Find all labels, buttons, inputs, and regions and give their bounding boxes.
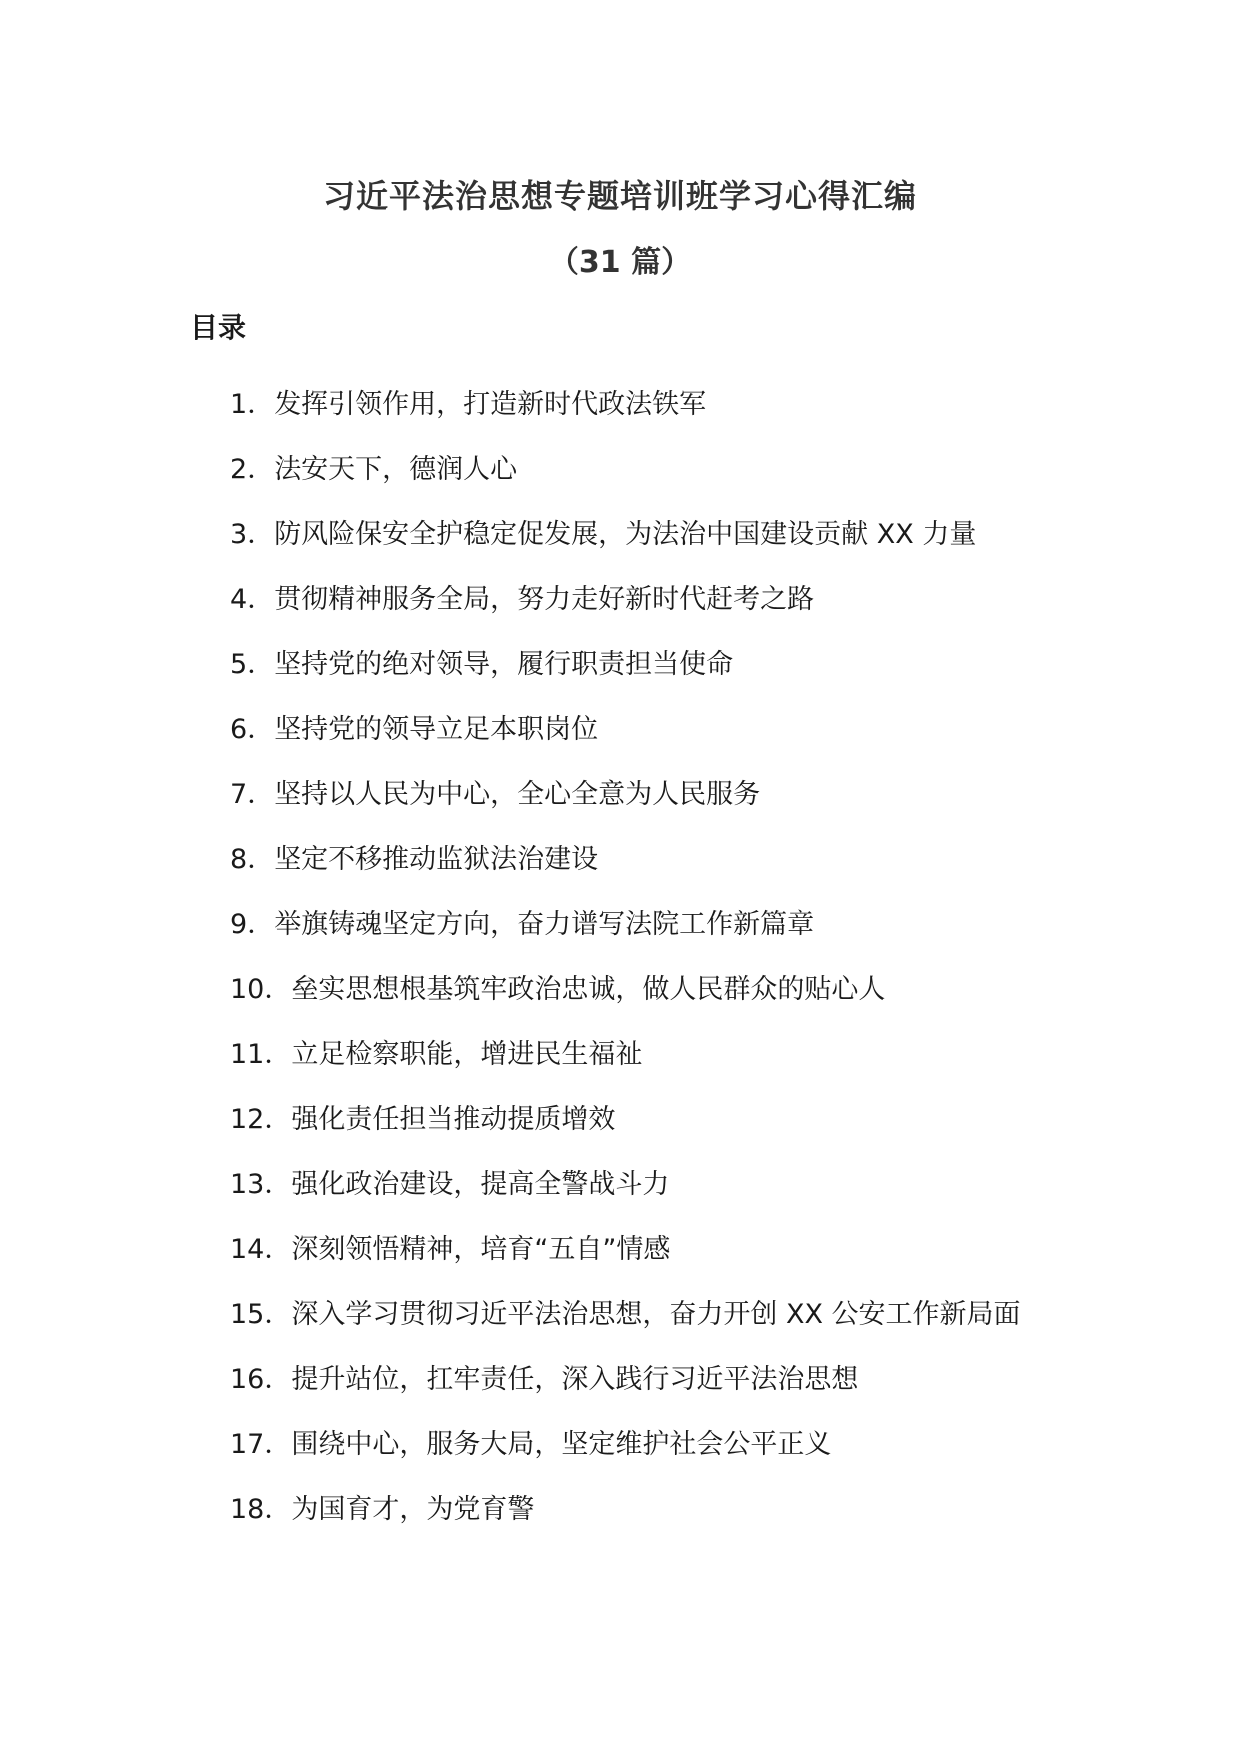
toc-item-number: 4: [230, 584, 248, 615]
toc-item-separator: ．: [247, 649, 275, 680]
toc-item: [190, 762, 1070, 827]
toc-item: [190, 892, 1070, 957]
toc-item-separator: ．: [264, 1494, 292, 1525]
toc-item-separator: ．: [264, 1299, 292, 1330]
toc-item: [190, 372, 1070, 437]
toc-item-separator: ．: [247, 714, 275, 745]
toc-item-separator: ．: [264, 1104, 292, 1135]
toc-item-number: 7: [230, 779, 248, 810]
toc-item: [190, 437, 1070, 502]
toc-item: [190, 957, 1070, 1022]
toc-item-separator: ．: [247, 454, 275, 485]
toc-item: [190, 827, 1070, 892]
toc-item-title: 垒实思想根基筑牢政治忠诚，做人民群众的贴心人: [291, 974, 886, 1005]
toc-item-number: 9: [230, 909, 248, 940]
toc-item: [190, 1282, 1070, 1347]
toc-item-title: 坚持以人民为中心，全心全意为人民服务: [274, 779, 761, 810]
toc-item-number: 16: [230, 1364, 265, 1395]
toc-item-number: 10: [230, 974, 265, 1005]
toc-item: [190, 567, 1070, 632]
toc-item-number: 15: [230, 1299, 265, 1330]
toc-item: [190, 1217, 1070, 1282]
document-title: 习近平法治思想专题培训班学习心得汇编: [322, 177, 917, 215]
toc-item-number: 13: [230, 1169, 265, 1200]
toc-item: [190, 1152, 1070, 1217]
toc-item-title: 强化责任担当推动提质增效: [291, 1104, 616, 1135]
toc-item-number: 8: [230, 844, 248, 875]
toc-item-title: 立足检察职能，增进民生福祉: [291, 1039, 643, 1070]
toc-item-number: 5: [230, 649, 248, 680]
toc-item-title: 坚定不移推动监狱法治建设: [274, 844, 599, 875]
toc-item-separator: ．: [247, 389, 275, 420]
toc-item: [190, 632, 1070, 697]
toc-item-title: 强化政治建设，提高全警战斗力: [291, 1169, 670, 1200]
toc-item-separator: ．: [264, 1429, 292, 1460]
toc-item: [190, 1087, 1070, 1152]
toc-item-separator: ．: [264, 974, 292, 1005]
toc-list: [190, 372, 1070, 1542]
toc-item-number: 14: [230, 1234, 265, 1265]
toc-item-number: 1: [230, 389, 248, 420]
toc-item-title: 坚持党的领导立足本职岗位: [274, 714, 599, 745]
toc-item-number: 11: [230, 1039, 265, 1070]
toc-item-title: 贯彻精神服务全局，努力走好新时代赶考之路: [274, 584, 815, 615]
toc-item-separator: ．: [247, 779, 275, 810]
toc-item: [190, 1412, 1070, 1477]
toc-item-title: 举旗铸魂坚定方向，奋力谱写法院工作新篇章: [274, 909, 815, 940]
toc-item-title: 坚持党的绝对领导，履行职责担当使命: [274, 649, 734, 680]
toc-item-title: 为国育才，为党育警: [291, 1494, 535, 1525]
toc-item-number: 2: [230, 454, 248, 485]
toc-item-separator: ．: [247, 844, 275, 875]
toc-item-title: 法安天下，德润人心: [274, 454, 518, 485]
toc-item: [190, 1022, 1070, 1087]
toc-item-separator: ．: [247, 584, 275, 615]
toc-item-title: 深刻领悟精神，培育“五自”情感: [291, 1234, 671, 1265]
toc-item-title: 深入学习贯彻习近平法治思想，奋力开创 XX 公安工作新局面: [291, 1299, 1021, 1330]
toc-item-number: 3: [230, 519, 248, 550]
toc-item: [190, 697, 1070, 762]
toc-item: [190, 1477, 1070, 1542]
toc-item-separator: ．: [264, 1234, 292, 1265]
toc-item-title: 发挥引领作用，打造新时代政法铁军: [274, 389, 707, 420]
toc-item-number: 12: [230, 1104, 265, 1135]
toc-heading: 目录: [190, 311, 247, 344]
toc-item-number: 18: [230, 1494, 265, 1525]
toc-item-separator: ．: [247, 519, 275, 550]
toc-item: [190, 502, 1070, 567]
document-subtitle: （31 篇）: [548, 245, 692, 280]
toc-item-number: 6: [230, 714, 248, 745]
toc-item-title: 提升站位，扛牢责任，深入践行习近平法治思想: [291, 1364, 859, 1395]
toc-item-title: 围绕中心，服务大局，坚定维护社会公平正义: [291, 1429, 832, 1460]
toc-item-separator: ．: [264, 1039, 292, 1070]
toc-item: [190, 1347, 1070, 1412]
toc-item-separator: ．: [264, 1169, 292, 1200]
toc-item-separator: ．: [264, 1364, 292, 1395]
toc-item-number: 17: [230, 1429, 265, 1460]
toc-item-title: 防风险保安全护稳定促发展，为法治中国建设贡献 XX 力量: [274, 519, 977, 550]
toc-item-separator: ．: [247, 909, 275, 940]
